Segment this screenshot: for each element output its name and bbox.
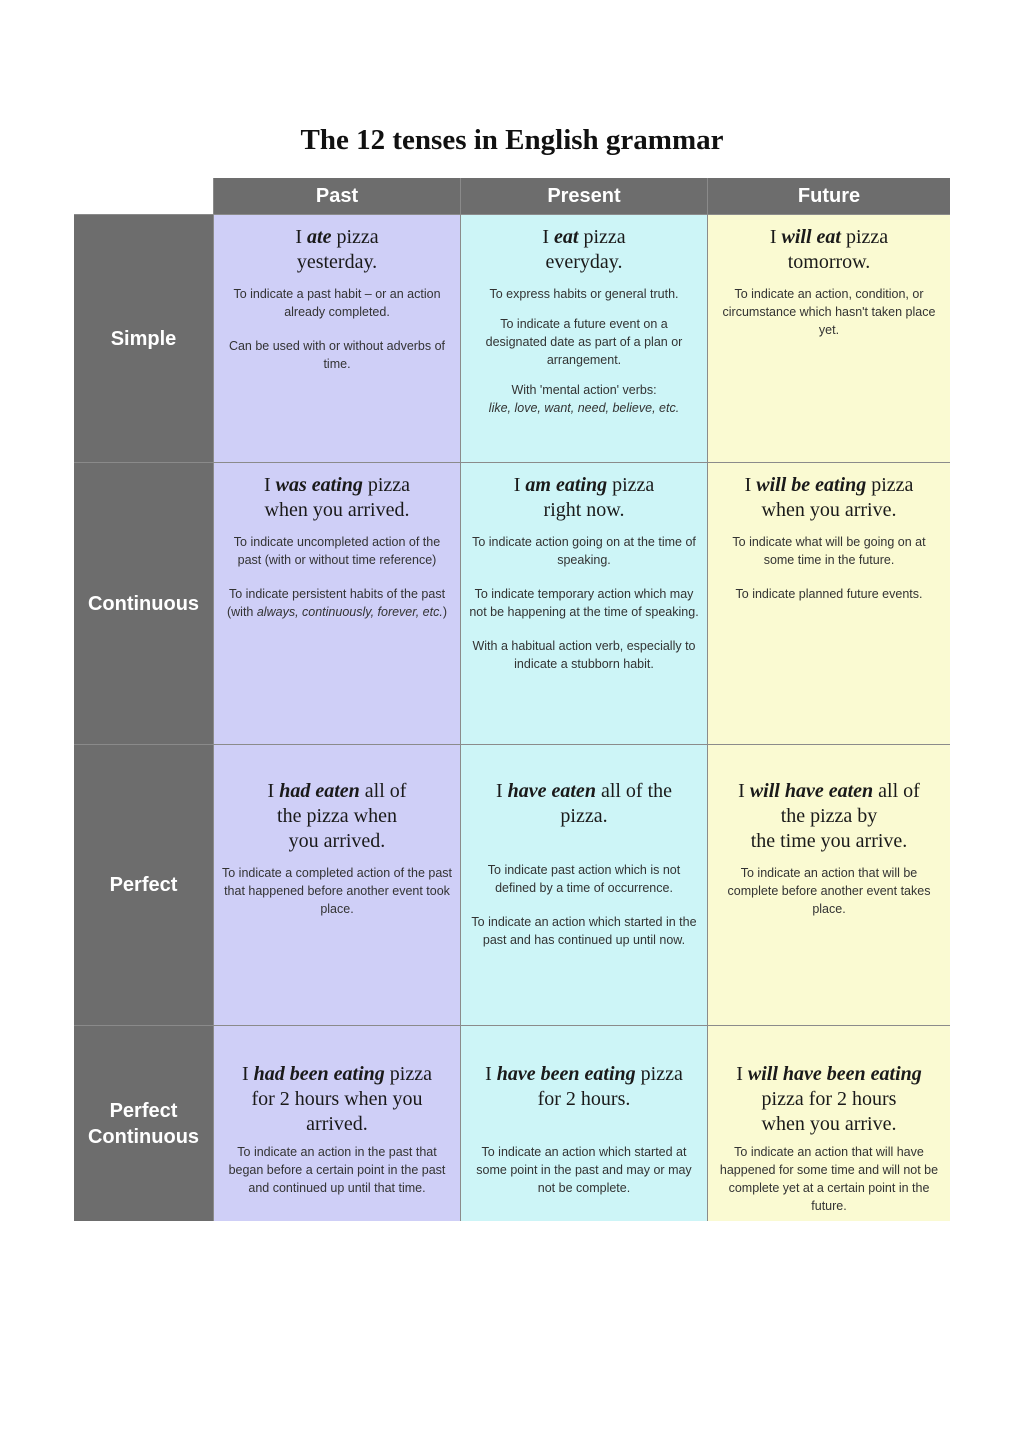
example-sentence: I will be eating pizza when you arrive. — [744, 474, 914, 521]
example-sentence: I ate pizza yesterday. — [295, 226, 379, 273]
usage-note: To indicate a completed action of the past that happened before another event took place. — [222, 866, 453, 916]
example-sentence: I will eat pizza tomorrow. — [769, 226, 889, 273]
usage-note: To indicate what will be going on at some time in the future. — [732, 535, 926, 567]
cell-present-perfect-continuous — [460, 1025, 707, 1221]
usage-note: To indicate a future event on a designated date as part of a plan or arrangement. — [485, 317, 683, 367]
example-sentence: I had been eating pizza for 2 hours when you arrived. — [242, 1063, 432, 1135]
cell-present-perfect — [460, 744, 707, 1025]
column-header-future: Future — [707, 178, 950, 214]
column-header-present: Present — [460, 178, 707, 214]
usage-note: To indicate an action which started in the past and has continued up until now. — [471, 915, 697, 947]
usage-note: With a habitual action verb, especially to indicate a stubborn habit. — [472, 639, 696, 671]
usage-note: To indicate uncompleted action of the past (with or without time reference) — [233, 535, 441, 567]
usage-note: To indicate temporary action which may not be happening at the time of speaking. — [469, 587, 699, 619]
usage-note: With 'mental action' verbs: like, love, want, need, believe, etc. — [488, 383, 680, 415]
usage-note: To indicate action going on at the time of speaking. — [472, 535, 696, 567]
cell-future-perfect — [707, 744, 950, 1025]
cell-future-simple — [707, 214, 950, 462]
usage-note: To indicate an action in the past that began before a certain point in the past and continued up until that time. — [228, 1145, 446, 1195]
example-sentence: I will have been eating pizza for 2 hours when you arrive. — [736, 1063, 922, 1135]
usage-note: To indicate an action that will have happened for some time and will not be complete yet at a certain point in the future. — [719, 1145, 939, 1213]
usage-note: To indicate an action, condition, or circumstance which hasn't taken place yet. — [722, 287, 936, 337]
example-sentence: I will have eaten all of the pizza by the time you arrive. — [738, 780, 920, 852]
usage-note: To indicate past action which is not defined by a time of occurrence. — [487, 863, 681, 895]
example-sentence: I eat pizza everyday. — [542, 226, 626, 273]
usage-note: To indicate a past habit – or an action already completed. — [233, 287, 441, 319]
usage-note: Can be used with or without adverbs of time. — [228, 339, 446, 371]
row-header-perfect: Perfect — [74, 744, 213, 1025]
example-sentence: I have been eating pizza for 2 hours. — [485, 1063, 683, 1110]
example-sentence: I was eating pizza when you arrived. — [263, 474, 411, 521]
example-sentence: I am eating pizza right now. — [513, 474, 655, 521]
example-sentence: I had eaten all of the pizza when you arrived. — [267, 780, 407, 852]
page-title: The 12 tenses in English grammar — [300, 124, 724, 156]
tenses-table — [74, 178, 950, 1221]
usage-note: To indicate planned future events. — [735, 587, 923, 601]
usage-note: To indicate an action which started at some point in the past and may or may not be complete. — [476, 1145, 692, 1195]
usage-note: To express habits or general truth. — [489, 287, 679, 301]
row-header-simple: Simple — [74, 214, 213, 462]
cell-future-continuous — [707, 462, 950, 744]
usage-note: To indicate persistent habits of the past (with always, continuously, forever, etc.) — [226, 587, 447, 619]
example-sentence: I have eaten all of the pizza. — [495, 780, 673, 827]
cell-past-perfect — [213, 744, 460, 1025]
row-header-perfect-continuous: Perfect Continuous — [74, 1025, 213, 1221]
table-corner — [74, 178, 213, 214]
cell-past-perfect-continuous — [213, 1025, 460, 1221]
cell-present-simple — [460, 214, 707, 462]
row-header-continuous: Continuous — [74, 462, 213, 744]
column-header-past: Past — [213, 178, 460, 214]
usage-note: To indicate an action that will be complete before another event takes place. — [727, 866, 931, 916]
cell-past-simple — [213, 214, 460, 462]
cell-future-perfect-continuous — [707, 1025, 950, 1221]
cell-past-continuous — [213, 462, 460, 744]
cell-present-continuous — [460, 462, 707, 744]
